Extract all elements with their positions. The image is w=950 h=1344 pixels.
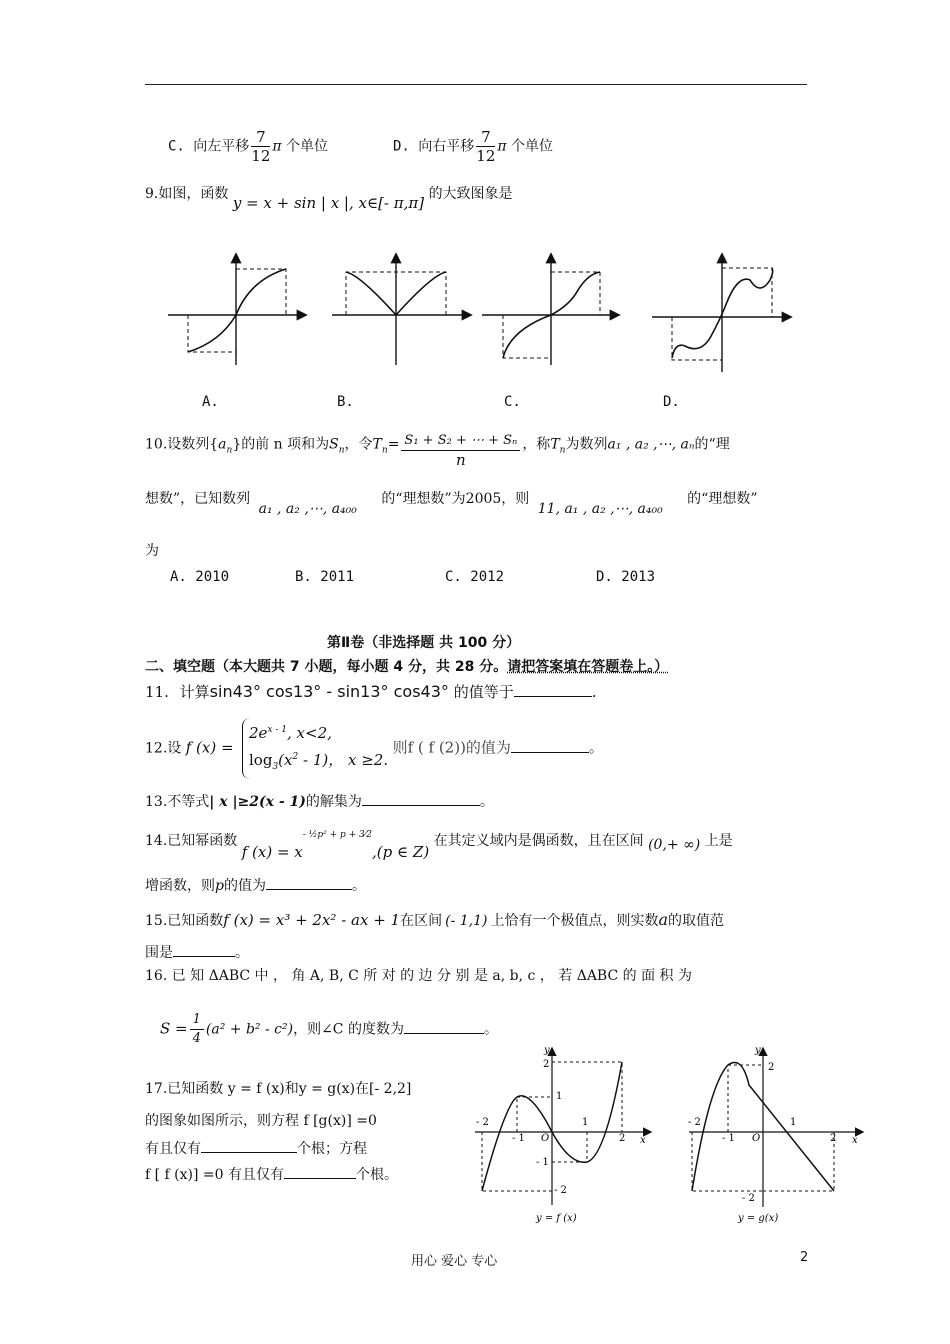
graph-f-caption: y = f (x) bbox=[536, 1213, 577, 1224]
q9-label-b: B. bbox=[337, 394, 354, 410]
q17-line1: 17.已知函数 y = f (x)和y = g(x)在[- 2,2] bbox=[145, 1081, 412, 1097]
q12: 12.设 f (x) = $2e^{x - 1}$, x<2, $\log_3(x^2 - 1)$， x ≥2. 则f ( f (2))的值为 。 bbox=[145, 718, 603, 779]
graph-f-tick-y2: 2 bbox=[543, 1059, 550, 1070]
q10-line3: 为 bbox=[145, 543, 159, 559]
q8-option-c: C. 向左平移 $\frac{7}{12}$ π 个单位 bbox=[168, 128, 329, 165]
q14-line2: 增函数，则p的值为 。 bbox=[145, 875, 366, 895]
graph-f-tick-y1: 1 bbox=[556, 1091, 563, 1102]
part2-section: 二、填空题（本大题共 7 小题，每小题 4 分，共 28 分。请把答案填在答题卷上。） bbox=[145, 659, 669, 675]
q17-line2: 的图象如图所示，则方程 f [g(x)] =0 bbox=[145, 1113, 377, 1129]
graph-g-tick-xm1: - 1 bbox=[722, 1133, 735, 1144]
q14-line1: 14.已知幂函数 f $(x) = x^{- \frac{1}{2}p^2 + p + 3⁄2},(p$ ∈ Z) 在其定义域内是偶函数，且在区间 (0,+ ∞) 上是 bbox=[145, 830, 733, 861]
q13-answer-blank[interactable] bbox=[362, 791, 480, 806]
q12-answer-blank[interactable] bbox=[511, 738, 589, 753]
graph-g bbox=[684, 1045, 874, 1230]
q11: 11. 计算sin43° cos13° - sin13° cos43° 的值等于 . bbox=[145, 682, 597, 701]
graph-a bbox=[168, 255, 305, 365]
graph-g-tick-xm2: - 2 bbox=[688, 1117, 701, 1128]
graph-f-y-label: y bbox=[544, 1045, 550, 1056]
graph-b bbox=[332, 255, 470, 365]
page-number: 2 bbox=[800, 1250, 809, 1265]
q10-option-b: B. 2011 bbox=[295, 569, 355, 585]
graph-g-caption: y = g(x) bbox=[738, 1213, 779, 1224]
graph-g-tick-x2: 2 bbox=[830, 1133, 837, 1144]
graph-c bbox=[482, 255, 618, 365]
q9-stem: 9.如图，函数 y = x + sin | x |, x∈[- π,π] 的大致图象是 bbox=[145, 186, 513, 212]
q17-line3: 有且仅有 个根；方程 bbox=[145, 1138, 367, 1158]
q16-answer-blank[interactable] bbox=[404, 1019, 484, 1034]
graph-f-tick-x2: 2 bbox=[619, 1133, 626, 1144]
graph-f-tick-ym1: - 1 bbox=[536, 1157, 549, 1168]
q13: 13.不等式| x |≥2(x - 1)的解集为 。 bbox=[145, 791, 494, 811]
q14-answer-blank[interactable] bbox=[266, 875, 352, 890]
q10-line1: 10.设数列$\{a_n\}$的前 n 项和为$S_n$，令$T_n=$ $\frac{\text{S₁ + S₂ + ⋯ + Sₙ}}{n}$ ，称$T_n$为数列a₁ , a₂ ,⋯, aₙ的“理 bbox=[145, 433, 730, 469]
graph-f-x-label: x bbox=[640, 1135, 646, 1146]
q10-option-c: C. 2012 bbox=[445, 569, 505, 585]
q10-option-a: A. 2010 bbox=[170, 569, 230, 585]
q9-graphs bbox=[160, 250, 800, 375]
graph-f-tick-x1: 1 bbox=[582, 1117, 589, 1128]
graph-g-tick-ym2: - 2 bbox=[742, 1193, 755, 1204]
q17-line4: f [ f (x)] =0 有且仅有 个根。 bbox=[145, 1164, 398, 1184]
graph-f-tick-ym2: - 2 bbox=[554, 1185, 567, 1196]
q16-line1: 16. 已 知 ΔABC 中 ， 角 A, B, C 所 对 的 边 分 别 是 a, b, c ， 若 ΔABC 的 面 积 为 bbox=[145, 968, 692, 984]
q9-label-d: D. bbox=[663, 394, 680, 410]
graph-g-tick-x1: 1 bbox=[790, 1117, 797, 1128]
header-rule bbox=[145, 84, 807, 85]
q15-line2: 围是 。 bbox=[145, 942, 249, 962]
q15-line1: 15.已知函数f (x) = x³ + 2x² - ax + 1在区间 (- 1,1) 上恰有一个极值点，则实数a的取值范 bbox=[145, 910, 725, 929]
graph-g-y-label: y bbox=[755, 1045, 761, 1056]
q9-label-c: C. bbox=[504, 394, 521, 410]
q15-answer-blank[interactable] bbox=[173, 942, 235, 957]
graph-g-x-label: x bbox=[852, 1135, 858, 1146]
graph-d bbox=[652, 255, 790, 372]
graph-g-origin: O bbox=[752, 1133, 761, 1144]
q17-answer-blank-1[interactable] bbox=[201, 1138, 297, 1153]
q10-option-d: D. 2013 bbox=[596, 569, 656, 585]
q17-answer-blank-2[interactable] bbox=[284, 1164, 356, 1179]
part2-title: 第Ⅱ卷（非选择题 共 100 分） bbox=[327, 635, 521, 651]
q12-piecewise: $2e^{x - 1}$, x<2, $\log_3(x^2 - 1)$， x ≥2. bbox=[242, 718, 388, 779]
q16-line2: S = $\frac{1}{4}$ (a² + b² - c²)，则∠C 的度数为 。 bbox=[160, 1012, 498, 1046]
graph-f-tick-xm1: - 1 bbox=[512, 1133, 525, 1144]
graph-f-origin: O bbox=[541, 1133, 550, 1144]
q11-answer-blank[interactable] bbox=[514, 682, 592, 697]
graph-g-tick-y2: 2 bbox=[768, 1062, 775, 1073]
q8-option-d: D. 向右平移 $\frac{7}{12}$ π 个单位 bbox=[393, 128, 554, 165]
q10-line2: 想数”，已知数列 a₁ , a₂ ,⋯, a₄₀₀ 的“理想数”为2005，则 11, a₁ , a₂ ,⋯, a₄₀₀ 的“理想数” bbox=[145, 491, 758, 517]
graph-f-tick-xm2: - 2 bbox=[476, 1117, 489, 1128]
q9-label-a: A. bbox=[202, 394, 219, 410]
footer-center: 用心 爱心 专心 bbox=[411, 1254, 498, 1269]
graph-f bbox=[470, 1045, 660, 1230]
